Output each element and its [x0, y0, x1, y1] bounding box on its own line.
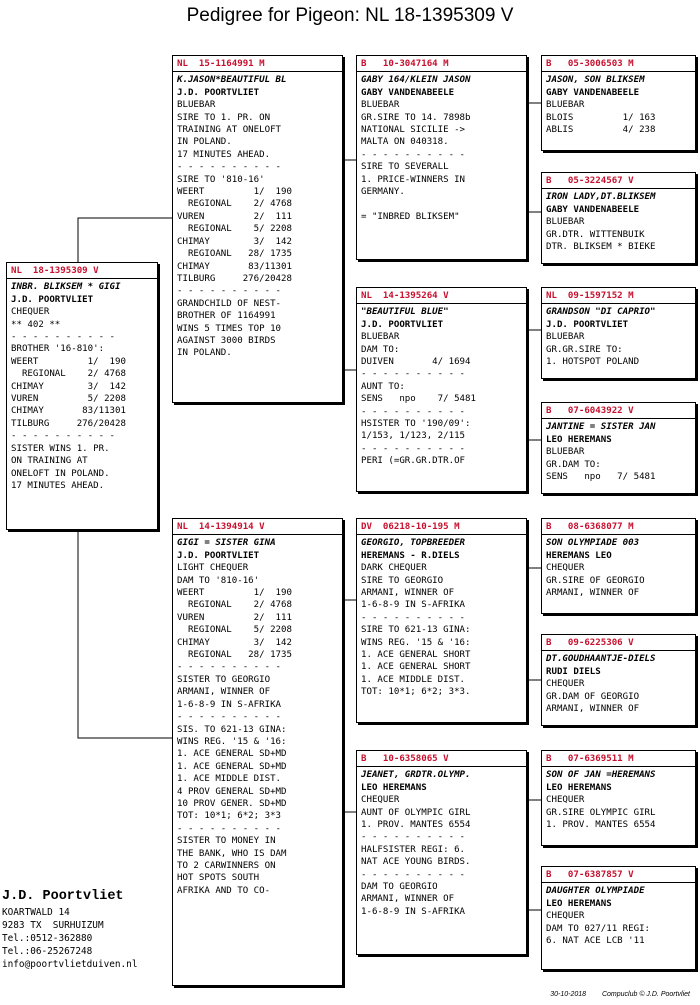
pigeon-info-line: GR.SIRE TO 14. 7898b: [361, 112, 471, 123]
breeder-address: KOARTWALD 14: [2, 907, 70, 918]
pigeon-card-sire-sire[interactable]: [356, 55, 527, 260]
pigeon-info-line: CHIMAY 3/ 142: [177, 637, 292, 648]
pigeon-info-line: BLUEBAR: [546, 332, 585, 343]
pigeon-info-line: HOT SPOTS SOUTH: [177, 873, 260, 884]
pigeon-info-line: REGIONAL 2/ 4768: [177, 600, 292, 611]
ring-number: B 10-3047164 M: [357, 58, 526, 72]
pigeon-info-line: SIRE TO '810-16': [177, 174, 265, 185]
pigeon-card-dam-dam[interactable]: [356, 750, 527, 955]
connector-sire-ss: [343, 160, 356, 230]
pigeon-info-line: - - - - - - - - - -: [361, 612, 466, 623]
pigeon-info-line: - - - - - - - - - -: [177, 162, 282, 173]
pigeon-info-line: REGIONAL 28/ 1735: [177, 650, 292, 661]
pigeon-info-line: 17 MINUTES AHEAD.: [177, 149, 271, 160]
pigeon-info-line: AUNT OF OLYMPIC GIRL: [361, 807, 471, 818]
pigeon-info-line: DAM TO 027/11 REGI:: [546, 923, 651, 934]
footer: [536, 991, 690, 998]
pigeon-info-line: ON TRAINING AT: [11, 456, 88, 467]
pigeon-info-line: - - - - - - - - - -: [11, 332, 116, 343]
breeder-tel-1: Tel.:0512-362880: [2, 933, 93, 944]
connector-sd-sdd: [527, 370, 541, 440]
pigeon-name: IRON LADY,DT.BLIKSEM: [546, 192, 656, 203]
footer-date: 30-10-2018: [550, 991, 587, 998]
page-title: Pedigree for Pigeon: NL 18-1395309 V: [186, 5, 514, 26]
connector-dd-ddd: [527, 812, 541, 910]
pigeon-owner: GABY VANDENABEELE: [361, 87, 455, 98]
pigeon-info-line: SIRE TO GEORGIO: [361, 575, 444, 586]
connector-ss-ssd: [527, 160, 541, 212]
pigeon-info-line: 1. PROV. MANTES 6554: [361, 820, 471, 831]
pigeon-card-sire-sire-dam[interactable]: [541, 172, 696, 264]
pigeon-info-line: - - - - - - - - - -: [361, 869, 466, 880]
pigeon-info-line: SISTER TO MONEY IN: [177, 836, 276, 847]
pigeon-owner: LEO HEREMANS: [546, 434, 612, 445]
pigeon-info-line: 1/153, 1/123, 2/115: [361, 431, 466, 442]
pigeon-info-line: TO 2 CARWINNERS ON: [177, 860, 276, 871]
pigeon-owner: J.D. POORTVLIET: [177, 87, 260, 98]
pigeon-name: JANTINE = SISTER JAN: [546, 422, 656, 433]
pigeon-card-dam-sire[interactable]: [356, 518, 527, 723]
pigeon-info-line: BLUEBAR: [361, 332, 400, 343]
pigeon-info-line: 1. ACE MIDDLE DIST.: [177, 774, 282, 785]
ring-number: B 07-6369511 M: [542, 753, 695, 767]
pigeon-info-line: 1. ACE GENERAL SD+MD: [177, 749, 287, 760]
pigeon-card-sire-dam-sire[interactable]: [541, 287, 696, 379]
pigeon-info-line: REGIONAL 5/ 2208: [177, 224, 292, 235]
pigeon-info-line: HSISTER TO '190/09':: [361, 419, 471, 430]
pigeon-info-line: 6. NAT ACE LCB '11: [546, 936, 645, 947]
pigeon-info-line: 1. ACE GENERAL SHORT: [361, 650, 471, 661]
ring-number: NL 09-1597152 M: [542, 290, 695, 304]
ring-number: NL 14-1395264 V: [357, 290, 526, 304]
pigeon-info-line: GR.DAM OF GEORGIO: [546, 691, 640, 702]
pigeon-owner: HEREMANS - R.DIELS: [361, 550, 460, 561]
pigeon-name: GABY 164/KLEIN JASON: [361, 75, 471, 86]
pigeon-info-line: - - - - - - - - - -: [177, 286, 282, 297]
ring-number: B 09-6225306 V: [542, 637, 695, 651]
connector-dd-dds: [527, 800, 541, 812]
pigeon-info-line: TOT: 10*1; 6*2; 3*3: [177, 811, 282, 822]
breeder-email[interactable]: info@poortvlietduiven.nl: [2, 959, 138, 970]
pigeon-info-line: BLOIS 1/ 163: [546, 112, 656, 123]
breeder-tel-2: Tel.:06-25267248: [2, 946, 93, 957]
pigeon-info-line: 1. PROV. MANTES 6554: [546, 820, 656, 831]
pigeon-name: GRANDSON "DI CAPRIO": [546, 307, 656, 318]
pigeon-info-line: - - - - - - - - - -: [361, 406, 466, 417]
pigeon-name: GEORGIO, TOPBREEDER: [361, 538, 466, 549]
pigeon-info-line: CHEQUER: [546, 563, 585, 574]
pigeon-info-line: DAM TO '810-16': [177, 575, 260, 586]
pigeon-info-line: - - - - - - - - - -: [177, 662, 282, 673]
ring-number: B 05-3224567 V: [542, 175, 695, 189]
pigeon-info-line: ARMANI, WINNER OF: [546, 704, 640, 715]
pigeon-owner: J.D. POORTVLIET: [11, 294, 94, 305]
pigeon-owner: J.D. POORTVLIET: [177, 550, 260, 561]
pigeon-info-line: GR.SIRE OLYMPIC GIRL: [546, 807, 656, 818]
pigeon-owner: GABY VANDENABEELE: [546, 87, 640, 98]
pigeon-info-line: CHEQUER: [546, 911, 585, 922]
ring-number: B 07-6043922 V: [542, 405, 695, 419]
pigeon-info-line: TILBURG 276/20428: [11, 418, 126, 429]
ring-number: NL 15-1164991 M: [173, 58, 342, 72]
connector-dam-dd: [343, 738, 356, 812]
pigeon-card-subject[interactable]: [6, 262, 158, 530]
pigeon-info-line: - - - - - - - - - -: [177, 823, 282, 834]
pigeon-info-line: - - - - - - - - - -: [177, 712, 282, 723]
pigeon-info-line: DAM TO:: [361, 344, 400, 355]
pigeon-owner: RUDI DIELS: [546, 666, 601, 677]
pigeon-info-line: PERI (=GR.GR.DTR.OF: [361, 456, 466, 467]
pigeon-info-line: WEERT 1/ 190: [177, 187, 292, 198]
pigeon-info-line: ABLIS 4/ 238: [546, 125, 656, 136]
pigeon-owner: J.D. POORTVLIET: [546, 319, 629, 330]
pigeon-info-line: 1-6-8-9 IN S-AFRIKA: [361, 906, 466, 917]
pigeon-info-line: 1-6-8-9 IN S-AFRIKA: [177, 699, 282, 710]
pigeon-info-line: VUREN 5/ 2208: [11, 394, 126, 405]
pigeon-info-line: IN POLAND.: [177, 137, 232, 148]
pigeon-name: SON OF JAN =HEREMANS: [546, 770, 656, 781]
ring-number: DV 06218-10-195 M: [357, 521, 526, 535]
pigeon-card-dam[interactable]: [172, 518, 343, 986]
connector-sd-sds: [527, 330, 541, 370]
pigeon-card-dam-dam-dam[interactable]: [541, 866, 696, 970]
pigeon-info-line: AFRIKA AND TO CO-: [177, 885, 271, 896]
pigeon-name: K.JASON*BEAUTIFUL BL: [177, 75, 287, 86]
pigeon-info-line: CHEQUER: [11, 307, 50, 318]
pigeon-info-line: GR.SIRE OF GEORGIO: [546, 575, 645, 586]
connector-subject-sire: [78, 218, 172, 262]
pigeon-info-line: THE BANK, WHO IS DAM: [177, 848, 287, 859]
pigeon-info-line: SISTER TO GEORGIO: [177, 674, 271, 685]
pigeon-owner: LEO HEREMANS: [361, 782, 427, 793]
pigeon-info-line: VUREN 2/ 111: [177, 612, 292, 623]
ring-number: B 05-3006503 M: [542, 58, 695, 72]
pigeon-card-sire-dam[interactable]: [356, 287, 527, 492]
pigeon-info-line: IN POLAND.: [177, 348, 232, 359]
pigeon-card-dam-sire-dam[interactable]: [541, 634, 696, 726]
pigeon-info-line: CHEQUER: [361, 795, 400, 806]
pigeon-info-line: 4 PROV GENERAL SD+MD: [177, 786, 287, 797]
pigeon-info-line: SIS. TO 621-13 GINA:: [177, 724, 287, 735]
pigeon-info-line: SIRE TO 621-13 GINA:: [361, 625, 471, 636]
pigeon-owner: HEREMANS LEO: [546, 550, 612, 561]
connector-ds-dsd: [527, 600, 541, 680]
pigeon-info-line: WINS 5 TIMES TOP 10: [177, 323, 282, 334]
pigeon-info-line: WINS REG. '15 & '16:: [361, 637, 471, 648]
pigeon-name: JASON, SON BLIKSEM: [546, 75, 645, 86]
pigeon-owner: LEO HEREMANS: [546, 782, 612, 793]
connector-dam-ds: [343, 600, 356, 738]
pigeon-card-sire[interactable]: [172, 55, 343, 403]
pigeon-name: JEANET, GRDTR.OLYMP.: [361, 770, 471, 781]
pigeon-info-line: 17 MINUTES AHEAD.: [11, 480, 105, 491]
pigeon-info-line: - - - - - - - - - -: [361, 369, 466, 380]
pigeon-info-line: ** 402 **: [11, 319, 61, 330]
pigeon-info-line: GRANDCHILD OF NEST-: [177, 298, 282, 309]
ring-number: NL 14-1394914 V: [173, 521, 342, 535]
pigeon-info-line: REGIONAL 5/ 2208: [177, 625, 292, 636]
pigeon-info-line: BLUEBAR: [177, 100, 216, 111]
pigeon-info-line: NATIONAL SICILIE ->: [361, 125, 466, 136]
pigeon-info-line: DTR. BLIKSEM * BIEKE: [546, 242, 656, 253]
pigeon-owner: J.D. POORTVLIET: [361, 319, 444, 330]
pigeon-info-line: SIRE TO SEVERALL: [361, 162, 449, 173]
pigeon-info-line: 1. ACE MIDDLE DIST.: [361, 674, 466, 685]
pigeon-info-line: BLUEBAR: [361, 100, 400, 111]
ring-number: NL 18-1395309 V: [7, 265, 157, 279]
ring-number: B 08-6368077 M: [542, 521, 695, 535]
pigeon-info-line: GR.DAM TO:: [546, 459, 601, 470]
pigeon-info-line: ARMANI, WINNER OF: [177, 687, 271, 698]
pigeon-info-line: CHIMAY 3/ 142: [177, 236, 292, 247]
pigeon-info-line: ARMANI, WINNER OF: [361, 588, 455, 599]
pigeon-info-line: 1. ACE GENERAL SHORT: [361, 662, 471, 673]
pigeon-info-line: WEERT 1/ 190: [11, 356, 126, 367]
ring-number: B 10-6358065 V: [357, 753, 526, 767]
pigeon-info-line: - - - - - - - - - -: [361, 149, 466, 160]
connector-ss-sss: [527, 103, 541, 160]
connector-subject-dam: [78, 530, 172, 738]
pigeon-name: SON OLYMPIADE 003: [546, 538, 640, 549]
pigeon-info-line: 10 PROV GENER. SD+MD: [177, 798, 287, 809]
pigeon-info-line: ARMANI, WINNER OF: [361, 894, 455, 905]
pigeon-name: GIGI = SISTER GINA: [177, 538, 276, 549]
pigeon-info-line: SISTER WINS 1. PR.: [11, 443, 110, 454]
pigeon-info-line: LIGHT CHEQUER: [177, 563, 249, 574]
pigeon-info-line: HALFSISTER REGI: 6.: [361, 844, 466, 855]
pigeon-info-line: CHEQUER: [546, 679, 585, 690]
pigeon-info-line: NAT ACE YOUNG BIRDS.: [361, 857, 471, 868]
pigeon-info-line: SENS npo 7/ 5481: [546, 472, 656, 483]
pigeon-info-line: VUREN 2/ 111: [177, 211, 292, 222]
pigeon-info-line: REGIOANL 28/ 1735: [177, 249, 292, 260]
pigeon-info-line: - - - - - - - - - -: [361, 443, 466, 454]
pigeon-info-line: AUNT TO:: [361, 381, 405, 392]
pigeon-info-line: DAM TO GEORGIO: [361, 882, 438, 893]
pigeon-info-line: 1. PRICE-WINNERS IN: [361, 174, 466, 185]
pigeon-info-line: CHIMAY 83/11301: [177, 261, 292, 272]
pigeon-info-line: REGIONAL 2/ 4768: [177, 199, 292, 210]
pigeon-info-line: MALTA ON 040318.: [361, 137, 449, 148]
connector-ds-dss: [527, 568, 541, 600]
pigeon-info-line: 1. ACE GENERAL SD+MD: [177, 761, 287, 772]
breeder-city: 9283 TX SURHUIZUM: [2, 920, 104, 931]
pigeon-owner: GABY VANDENABEELE: [546, 204, 640, 215]
pigeon-info-line: ARMANI, WINNER OF: [546, 588, 640, 599]
pigeon-info-line: CHEQUER: [546, 795, 585, 806]
breeder-contact-block: [2, 888, 137, 971]
pigeon-name: DAUGHTER OLYMPIADE: [546, 886, 645, 897]
breeder-name: J.D. Poortvliet: [2, 889, 124, 904]
footer-copyright: Compuclub © J.D. Poortvliet: [601, 991, 690, 998]
pigeon-info-line: AGAINST 3000 BIRDS: [177, 335, 276, 346]
pigeon-info-line: - - - - - - - - - -: [11, 431, 116, 442]
pigeon-info-line: = "INBRED BLIKSEM": [361, 211, 460, 222]
pigeon-info-line: DARK CHEQUER: [361, 563, 427, 574]
ring-number: B 07-6387857 V: [542, 869, 695, 883]
pigeon-info-line: TOT: 10*1; 6*2; 3*3.: [361, 687, 471, 698]
pigeon-info-line: DUIVEN 4/ 1694: [361, 357, 471, 368]
pigeon-info-line: SIRE TO 1. PR. ON: [177, 112, 271, 123]
pigeon-info-line: 1. HOTSPOT POLAND: [546, 357, 640, 368]
pigeon-info-line: 1-6-8-9 IN S-AFRIKA: [361, 600, 466, 611]
pigeon-info-line: [361, 198, 522, 210]
pigeon-info-line: CHIMAY 3/ 142: [11, 381, 126, 392]
pigeon-info-line: BROTHER OF 1164991: [177, 311, 276, 322]
pigeon-info-line: CHIMAY 83/11301: [11, 406, 126, 417]
pigeon-info-line: GR.GR.SIRE TO:: [546, 344, 623, 355]
pigeon-name: DT.GOUDHAANTJE-DIELS: [546, 654, 656, 665]
pigeon-info-line: SENS npo 7/ 5481: [361, 394, 476, 405]
pigeon-info-line: GR.DTR. WITTENBUIK: [546, 229, 645, 240]
pigeon-info-line: - - - - - - - - - -: [361, 832, 466, 843]
pigeon-info-line: BLUEBAR: [546, 447, 585, 458]
pigeon-owner: LEO HEREMANS: [546, 898, 612, 909]
pigeon-card-dam-sire-sire[interactable]: [541, 518, 696, 614]
pigeon-info-line: TILBURG 276/20428: [177, 273, 292, 284]
pigeon-card-sire-dam-dam[interactable]: [541, 402, 696, 494]
pigeon-name: "BEAUTIFUL BLUE": [361, 307, 449, 318]
pigeon-info-line: GERMANY.: [361, 187, 405, 198]
pigeon-info-line: WINS REG. '15 & '16:: [177, 736, 287, 747]
pigeon-info-line: BLUEBAR: [546, 217, 585, 228]
pigeon-info-line: TRAINING AT ONELOFT: [177, 125, 282, 136]
pigeon-name: INBR. BLIKSEM * GIGI: [11, 282, 121, 293]
pigeon-info-line: WEERT 1/ 190: [177, 588, 292, 599]
connector-sire-sd: [343, 230, 356, 370]
pigeon-card-sire-sire-sire[interactable]: [541, 55, 696, 151]
pigeon-info-line: BLUEBAR: [546, 100, 585, 111]
pigeon-card-dam-dam-sire[interactable]: [541, 750, 696, 846]
pigeon-info-line: ONELOFT IN POLAND.: [11, 468, 110, 479]
pigeon-info-line: BROTHER '16-810':: [11, 344, 105, 355]
pigeon-info-line: REGIONAL 2/ 4768: [11, 369, 126, 380]
